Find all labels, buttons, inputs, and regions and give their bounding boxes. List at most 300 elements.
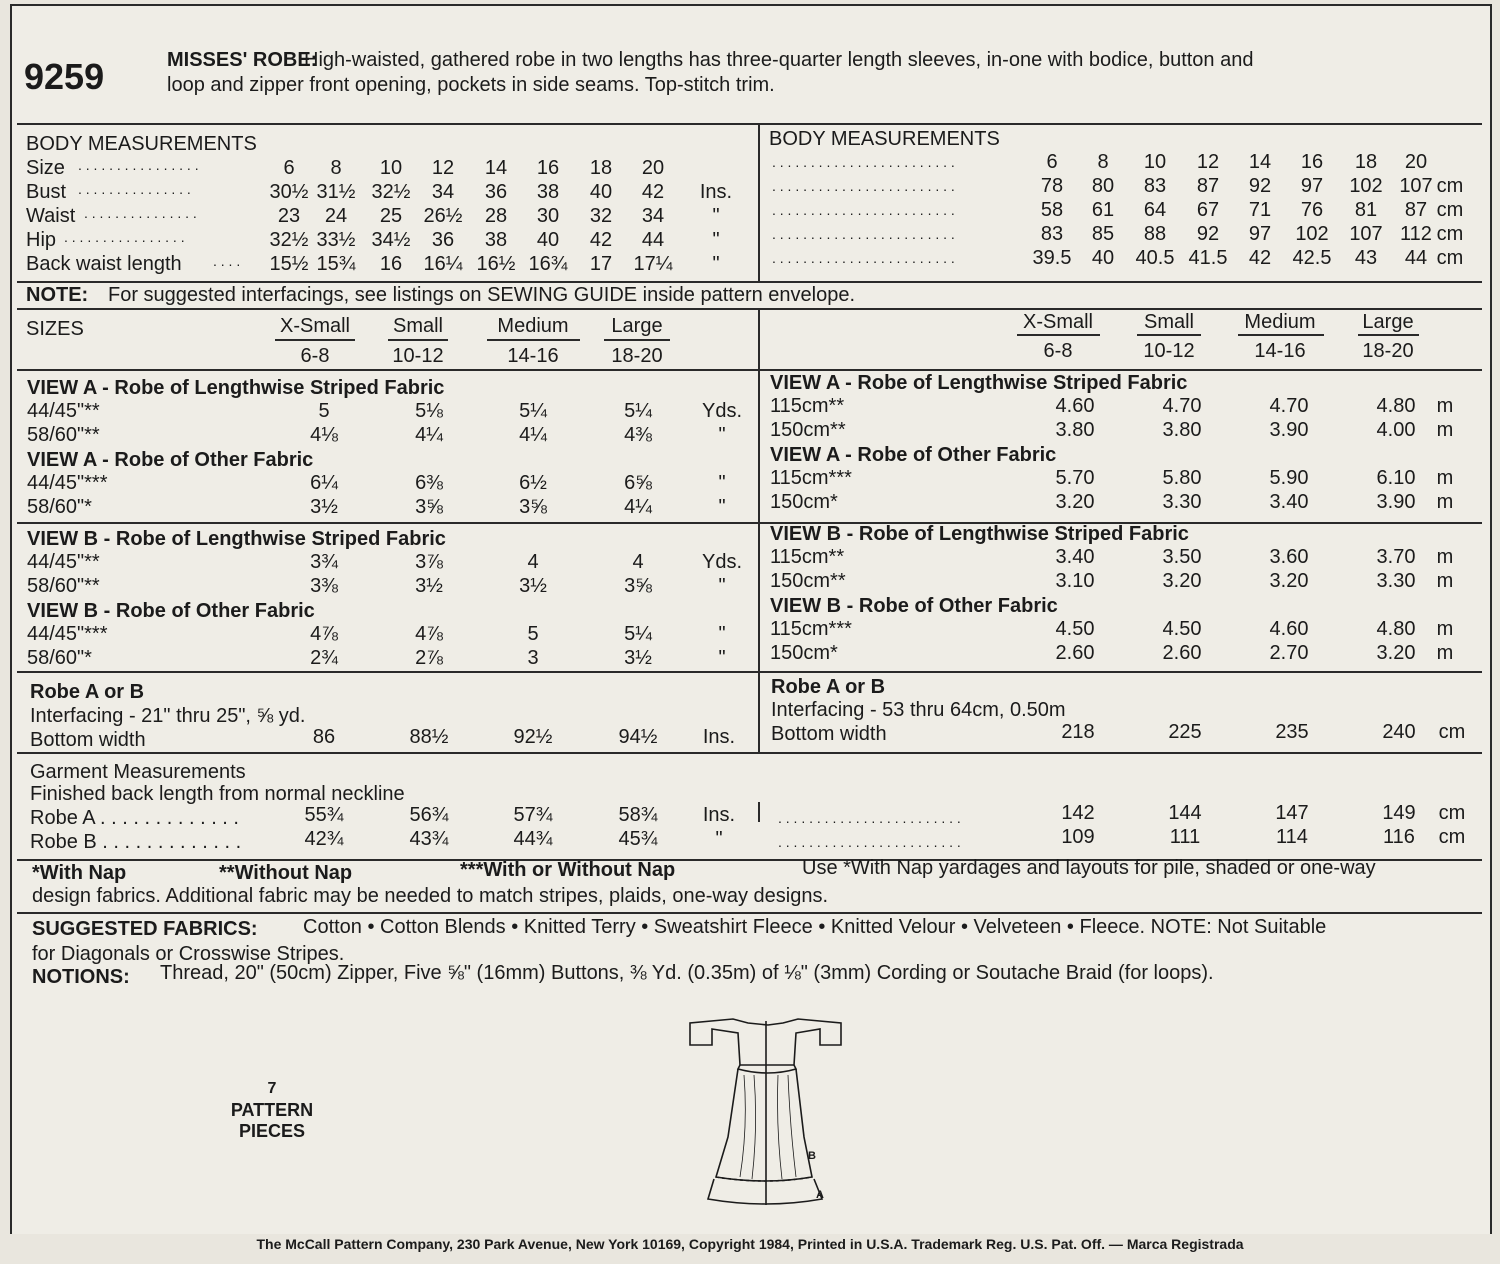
unit-label: " — [718, 575, 726, 597]
bottom-width-label: Bottom width — [30, 729, 146, 751]
unit-label: " — [715, 828, 723, 850]
robe-rule — [17, 752, 1482, 754]
unit-label: cm — [1438, 802, 1466, 824]
yardage-value: 4⅜ — [624, 424, 652, 446]
measurement-value: 42 — [641, 181, 665, 203]
description-line-1: High-waisted, gathered robe in two lengths has three-quarter length sleeves, in-one with bodice, button and — [304, 49, 1254, 71]
robe-illustration — [678, 1017, 858, 1207]
leader-dots: . . . . . . . . . . . . . . . . . . . . . . . . — [778, 834, 961, 850]
measurement-value: 30½ — [269, 181, 309, 203]
size-name: Large — [611, 315, 663, 337]
yardage-value-m: 4.60 — [1269, 618, 1309, 640]
view-a-b-rule — [17, 522, 1482, 524]
bottom-width-value: 86 — [312, 726, 336, 748]
size-range: 14-16 — [507, 345, 559, 367]
measurement-value-cm: 80 — [1091, 175, 1115, 197]
measurement-value: 15¾ — [316, 253, 356, 275]
measurement-value: 34 — [641, 205, 665, 227]
yardage-value-m: 3.20 — [1269, 570, 1309, 592]
measurement-value-cm: 61 — [1091, 199, 1115, 221]
unit-label: Ins. — [702, 726, 736, 748]
measurement-value: 24 — [324, 205, 348, 227]
measurement-value: 33½ — [316, 229, 356, 251]
yardage-value-m: 3.80 — [1162, 419, 1202, 441]
yardage-value-m: 6.10 — [1376, 467, 1416, 489]
fabric-width: 150cm* — [770, 642, 838, 664]
garment-value-cm: 147 — [1275, 802, 1309, 824]
measurement-value: 10 — [379, 157, 403, 179]
measurement-value-cm: 78 — [1040, 175, 1064, 197]
leader-dots: . . . . . . . . . . . . . . . . . . . . . . . . — [772, 202, 955, 218]
fabric-width: 58/60"* — [27, 496, 92, 518]
yardage-value-m: 3.90 — [1376, 491, 1416, 513]
fabric-width: 58/60"** — [27, 575, 100, 597]
unit-label: " — [718, 496, 726, 518]
garment-value: 56¾ — [409, 804, 449, 826]
measurement-value: 17¼ — [633, 253, 673, 275]
yardage-value-m: 3.10 — [1055, 570, 1095, 592]
fabric-width: 150cm* — [770, 491, 838, 513]
yardage-value: 5¼ — [624, 623, 652, 645]
measurement-value: 8 — [330, 157, 342, 179]
garment-value-cm: 109 — [1061, 826, 1095, 848]
measurement-value: 17 — [589, 253, 613, 275]
measurement-value-cm: 14 — [1248, 151, 1272, 173]
suggested-fabrics-label: SUGGESTED FABRICS: — [32, 918, 258, 940]
measurement-label: Back waist length — [26, 253, 182, 275]
fabric-width: 58/60"* — [27, 647, 92, 669]
suggested-fabrics-text: Cotton • Cotton Blends • Knitted Terry • Sweatshirt Fleece • Knitted Velour • Velveteen • Fleece. NOTE: Not Suitable — [303, 916, 1327, 938]
size-name: Medium — [1244, 311, 1316, 333]
yardage-divider — [758, 308, 760, 752]
pattern-number: 9259 — [24, 56, 105, 97]
size-name: X-Small — [279, 315, 350, 337]
size-underline — [388, 339, 448, 341]
yardage-value: 3⅝ — [519, 496, 547, 518]
notions-label: NOTIONS: — [32, 966, 130, 988]
yardage-value-m: 2.70 — [1269, 642, 1309, 664]
yardage-value-m: 3.30 — [1162, 491, 1202, 513]
garment-value: 44¾ — [513, 828, 553, 850]
unit-label: Yds. — [701, 400, 743, 422]
unit-label: cm — [1436, 199, 1464, 221]
note-rule-top — [17, 281, 1482, 283]
note-label: NOTE: — [26, 284, 89, 306]
measurement-value-cm: 16 — [1300, 151, 1324, 173]
fabric-width: 44/45"** — [27, 400, 100, 422]
measurement-value-cm: 83 — [1143, 175, 1167, 197]
unit-label: cm — [1436, 175, 1464, 197]
pattern-piece-count: 7 — [267, 1080, 277, 1097]
unit-label: Ins. — [702, 804, 736, 826]
garment-subheading: Finished back length from normal neckline — [30, 783, 405, 805]
measurement-value-cm: 41.5 — [1188, 247, 1228, 269]
measurement-value-cm: 40.5 — [1135, 247, 1175, 269]
unit-label: Ins. — [699, 181, 733, 203]
measurement-label: Bust — [26, 181, 67, 203]
yardage-value: 5⅛ — [415, 400, 443, 422]
yardage-value-m: 4.50 — [1055, 618, 1095, 640]
measurement-value: 28 — [484, 205, 508, 227]
body-measurements-heading: BODY MEASUREMENTS — [26, 133, 257, 155]
measurement-value: 23 — [277, 205, 301, 227]
yardage-value-m: 3.60 — [1269, 546, 1309, 568]
fabric-width: 44/45"** — [27, 551, 100, 573]
leader-dots: . . . . . . . . . . . . . . . . — [64, 229, 185, 245]
measurement-value-cm: 39.5 — [1032, 247, 1072, 269]
measurement-value-cm: 76 — [1300, 199, 1324, 221]
yardage-value: 3⅝ — [415, 496, 443, 518]
nap-legend-without: **Without Nap — [219, 862, 353, 884]
measurement-value: 44 — [641, 229, 665, 251]
view-title: VIEW B - Robe of Lengthwise Striped Fabric — [770, 523, 1189, 545]
notions-text: Thread, 20" (50cm) Zipper, Five ⅝" (16mm) Buttons, ⅜ Yd. (0.35m) of ⅛" (3mm) Cording or Soutache Braid (for loops). — [160, 962, 1214, 984]
measurement-value-cm: 112 — [1400, 223, 1432, 245]
garment-value-cm: 111 — [1169, 826, 1201, 848]
measurement-value-cm: 20 — [1404, 151, 1428, 173]
yardage-value: 3⅝ — [624, 575, 652, 597]
measurement-value: 36 — [431, 229, 455, 251]
measurement-value: 30 — [536, 205, 560, 227]
nap-rule — [17, 912, 1482, 914]
nap-legend-with: *With Nap — [32, 862, 127, 884]
unit-label: " — [718, 472, 726, 494]
measurement-value-cm: 18 — [1354, 151, 1378, 173]
garment-row-label: Robe A . . . . . . . . . . . . . — [30, 807, 239, 829]
size-range: 18-20 — [611, 345, 663, 367]
measurement-value: 16 — [379, 253, 403, 275]
size-name: Large — [1362, 311, 1414, 333]
measurement-value: 40 — [589, 181, 613, 203]
leader-dots: . . . . . . . . . . . . . . . . . . . . . . . . — [778, 810, 961, 826]
fabric-width: 150cm** — [770, 419, 846, 441]
yardage-value-m: 3.20 — [1376, 642, 1416, 664]
yardage-value: 3½ — [519, 575, 547, 597]
yardage-value: 4¼ — [624, 496, 652, 518]
garment-value: 57¾ — [513, 804, 553, 826]
measurement-value-cm: 92 — [1196, 223, 1220, 245]
view-b-marker: B — [808, 1150, 816, 1162]
bottom-width-value: 88½ — [409, 726, 449, 748]
garment-value: 55¾ — [304, 804, 344, 826]
yardage-value: 5 — [318, 400, 330, 422]
note-rule-bottom — [17, 308, 1482, 310]
measurement-value: 6 — [283, 157, 295, 179]
yardage-value: 4⅞ — [310, 623, 338, 645]
unit-label: " — [712, 205, 720, 227]
measurement-value: 31½ — [316, 181, 356, 203]
yardage-value: 6⅝ — [624, 472, 652, 494]
size-underline — [1238, 334, 1324, 336]
measurement-value-cm: 43 — [1354, 247, 1378, 269]
note-text: For suggested interfacings, see listings on SEWING GUIDE inside pattern envelope. — [108, 284, 856, 306]
measurement-value-cm: 102 — [1349, 175, 1383, 197]
fabric-width: 58/60"** — [27, 424, 100, 446]
sizes-rule — [17, 369, 1482, 371]
yardage-value-m: 3.80 — [1055, 419, 1095, 441]
interfacing-text: Interfacing - 53 thru 64cm, 0.50m — [771, 699, 1066, 721]
unit-label: " — [718, 647, 726, 669]
fabric-width: 115cm** — [770, 546, 845, 568]
yardage-value-m: 4.80 — [1376, 395, 1416, 417]
publisher-footer: The McCall Pattern Company, 230 Park Avenue, New York 10169, Copyright 1984, Printed in U.S.A. Trademark Reg. U.S. Pat. Off. — Marca Registrada — [256, 1236, 1244, 1252]
yardage-value-m: 3.40 — [1269, 491, 1309, 513]
yardage-value: 4¼ — [415, 424, 443, 446]
body-measurements-cm-heading: BODY MEASUREMENTS — [769, 128, 1000, 150]
garment-heading: Garment Measurements — [30, 761, 246, 783]
unit-label: m — [1436, 642, 1454, 664]
measurement-value-cm: 58 — [1040, 199, 1064, 221]
view-title: VIEW B - Robe of Lengthwise Striped Fabric — [27, 528, 446, 550]
yardage-value: 4 — [527, 551, 539, 573]
measurement-value: 16¾ — [528, 253, 568, 275]
garment-value: 43¾ — [409, 828, 449, 850]
fabric-width: 150cm** — [770, 570, 846, 592]
fabric-width: 115cm*** — [770, 618, 852, 640]
garment-value: 58¾ — [618, 804, 658, 826]
measurement-value-cm: 107 — [1399, 175, 1433, 197]
leader-dots: . . . . . . . . . . . . . . . — [78, 181, 191, 197]
measurement-value: 32½ — [371, 181, 411, 203]
yardage-value: 6¼ — [310, 472, 338, 494]
measurement-value: 12 — [431, 157, 455, 179]
size-range: 14-16 — [1254, 340, 1306, 362]
robe-title: Robe A or B — [771, 676, 886, 698]
pattern-title: MISSES' ROBE: — [167, 49, 318, 71]
leader-dots: . . . . . . . . . . . . . . . . . . . . . . . . — [772, 226, 955, 242]
measurement-value-cm: 67 — [1196, 199, 1220, 221]
yardage-value: 3¾ — [310, 551, 338, 573]
size-name: X-Small — [1022, 311, 1093, 333]
fabric-width: 115cm** — [770, 395, 845, 417]
yardage-value: 3⅞ — [415, 551, 443, 573]
yardage-value: 2¾ — [310, 647, 338, 669]
pattern-pieces-label: PATTERN — [230, 1100, 314, 1120]
unit-label: m — [1436, 570, 1454, 592]
measurement-value: 16½ — [476, 253, 516, 275]
size-name: Small — [392, 315, 443, 337]
description-line-2: loop and zipper front opening, pockets in side seams. Top-stitch trim. — [167, 74, 775, 96]
yardage-value: 3½ — [310, 496, 338, 518]
view-a-marker: A — [816, 1189, 824, 1201]
unit-label: cm — [1438, 721, 1466, 743]
yardage-value-m: 5.80 — [1162, 467, 1202, 489]
bottom-width-value: 92½ — [513, 726, 553, 748]
unit-label: Yds. — [701, 551, 743, 573]
measurement-value-cm: 64 — [1143, 199, 1167, 221]
unit-label: m — [1436, 419, 1454, 441]
size-name: Medium — [497, 315, 569, 337]
unit-label: " — [718, 424, 726, 446]
unit-label: " — [712, 229, 720, 251]
garment-value-cm: 144 — [1168, 802, 1202, 824]
garment-row-label: Robe B . . . . . . . . . . . . . — [30, 831, 242, 853]
yardage-value-m: 3.90 — [1269, 419, 1309, 441]
measurement-value-cm: 107 — [1349, 223, 1383, 245]
yardage-value: 6½ — [519, 472, 547, 494]
yardage-value: 3⅜ — [310, 575, 338, 597]
fabric-width: 44/45"*** — [27, 623, 108, 645]
size-underline — [1137, 334, 1201, 336]
size-range: 10-12 — [392, 345, 444, 367]
bottom-width-value-cm: 235 — [1275, 721, 1309, 743]
measurement-value: 34 — [431, 181, 455, 203]
measurement-value: 25 — [379, 205, 403, 227]
yardage-value: 3 — [527, 647, 539, 669]
leader-dots: . . . . . . . . . . . . . . . — [84, 205, 197, 221]
yardage-value-m: 2.60 — [1055, 642, 1095, 664]
size-underline — [275, 339, 355, 341]
yardage-value-m: 3.70 — [1376, 546, 1416, 568]
measurement-value-cm: 71 — [1248, 199, 1272, 221]
measurement-value-cm: 6 — [1046, 151, 1058, 173]
yardage-value-m: 4.70 — [1269, 395, 1309, 417]
suggested-fabrics-text-2: for Diagonals or Crosswise Stripes. — [32, 943, 345, 965]
pattern-pieces-label: PIECES — [238, 1121, 306, 1141]
body-divider — [758, 123, 760, 281]
interfacing-text: Interfacing - 21" thru 25", ⅝ yd. — [30, 705, 306, 727]
yardage-value: 5¼ — [519, 400, 547, 422]
measurement-value-cm: 85 — [1091, 223, 1115, 245]
yardage-value-m: 3.20 — [1162, 570, 1202, 592]
measurement-value-cm: 8 — [1097, 151, 1109, 173]
leader-dots: . . . . . . . . . . . . . . . . . . . . . . . . — [772, 250, 955, 266]
yardage-value: 4 — [632, 551, 644, 573]
measurement-value-cm: 83 — [1040, 223, 1064, 245]
yardage-value-m: 3.40 — [1055, 546, 1095, 568]
fabric-width: 115cm*** — [770, 467, 852, 489]
bottom-width-label: Bottom width — [771, 723, 887, 745]
measurement-value-cm: 42 — [1248, 247, 1272, 269]
measurement-value-cm: 10 — [1143, 151, 1167, 173]
unit-label: m — [1436, 618, 1454, 640]
header-rule — [17, 123, 1482, 125]
size-range: 6-8 — [1043, 340, 1073, 362]
measurement-value-cm: 102 — [1295, 223, 1329, 245]
unit-label: cm — [1436, 247, 1464, 269]
measurement-value: 36 — [484, 181, 508, 203]
yardage-value-m: 4.80 — [1376, 618, 1416, 640]
measurement-value-cm: 44 — [1404, 247, 1428, 269]
unit-label: m — [1436, 546, 1454, 568]
size-underline — [1017, 334, 1100, 336]
leader-dots: . . . . — [213, 253, 241, 269]
measurement-value-cm: 81 — [1354, 199, 1378, 221]
size-range: 6-8 — [300, 345, 330, 367]
yardage-value: 5 — [527, 623, 539, 645]
yardage-value-m: 3.30 — [1376, 570, 1416, 592]
pattern-envelope-back — [10, 4, 1492, 1234]
leader-dots: . . . . . . . . . . . . . . . . . . . . . . . . — [772, 178, 955, 194]
garment-value-cm: 114 — [1276, 826, 1308, 848]
unit-label: " — [718, 623, 726, 645]
nap-legend-either: ***With or Without Nap — [460, 859, 676, 881]
yardage-value-m: 4.70 — [1162, 395, 1202, 417]
measurement-value-cm: 12 — [1196, 151, 1220, 173]
unit-label: cm — [1436, 223, 1464, 245]
view-title: VIEW A - Robe of Other Fabric — [27, 449, 314, 471]
leader-dots: . . . . . . . . . . . . . . . . — [78, 157, 199, 173]
unit-label: m — [1436, 467, 1454, 489]
garment-value-cm: 142 — [1061, 802, 1095, 824]
measurement-value: 42 — [589, 229, 613, 251]
leader-dots: . . . . . . . . . . . . . . . . . . . . . . . . — [772, 154, 955, 170]
measurement-value-cm: 92 — [1248, 175, 1272, 197]
garment-value: 42¾ — [304, 828, 344, 850]
sizes-label: SIZES — [26, 318, 84, 340]
nap-usage-text-2: design fabrics. Additional fabric may be needed to match stripes, plaids, one-way designs. — [32, 885, 828, 907]
yardage-value: 4⅛ — [310, 424, 338, 446]
unit-label: " — [712, 253, 720, 275]
nap-usage-text: Use *With Nap yardages and layouts for pile, shaded or one-way — [802, 857, 1376, 879]
measurement-value: 15½ — [269, 253, 309, 275]
measurement-value: 14 — [484, 157, 508, 179]
robe-title: Robe A or B — [30, 681, 145, 703]
measurement-value-cm: 87 — [1196, 175, 1220, 197]
bottom-width-value: 94½ — [618, 726, 658, 748]
measurement-value-cm: 97 — [1300, 175, 1324, 197]
size-underline — [487, 339, 580, 341]
garment-value-cm: 116 — [1383, 826, 1415, 848]
yardage-value-m: 3.20 — [1055, 491, 1095, 513]
measurement-label: Waist — [26, 205, 76, 227]
yardage-rule — [17, 671, 1482, 673]
unit-label: m — [1436, 395, 1454, 417]
view-title: VIEW B - Robe of Other Fabric — [27, 600, 315, 622]
bottom-width-value-cm: 240 — [1382, 721, 1416, 743]
garment-tick — [758, 802, 760, 822]
view-title: VIEW B - Robe of Other Fabric — [770, 595, 1058, 617]
view-title: VIEW A - Robe of Lengthwise Striped Fabric — [770, 372, 1188, 394]
view-title: VIEW A - Robe of Other Fabric — [770, 444, 1057, 466]
unit-label: cm — [1438, 826, 1466, 848]
measurement-value: 32 — [589, 205, 613, 227]
size-underline — [1358, 334, 1419, 336]
size-range: 10-12 — [1143, 340, 1195, 362]
yardage-value-m: 4.50 — [1162, 618, 1202, 640]
yardage-value: 2⅞ — [415, 647, 443, 669]
measurement-label: Size — [26, 157, 65, 179]
garment-value: 45¾ — [618, 828, 658, 850]
bottom-width-value-cm: 225 — [1168, 721, 1202, 743]
yardage-value-m: 5.70 — [1055, 467, 1095, 489]
fabric-width: 44/45"*** — [27, 472, 108, 494]
yardage-value: 3½ — [415, 575, 443, 597]
measurement-value: 20 — [641, 157, 665, 179]
measurement-value: 32½ — [269, 229, 309, 251]
bottom-width-value-cm: 218 — [1061, 721, 1095, 743]
yardage-value-m: 5.90 — [1269, 467, 1309, 489]
garment-value-cm: 149 — [1382, 802, 1416, 824]
measurement-value: 26½ — [423, 205, 463, 227]
yardage-value-m: 4.00 — [1376, 419, 1416, 441]
measurement-value: 34½ — [371, 229, 411, 251]
unit-label: m — [1436, 491, 1454, 513]
yardage-value: 3½ — [624, 647, 652, 669]
view-title: VIEW A - Robe of Lengthwise Striped Fabric — [27, 377, 445, 399]
measurement-value: 40 — [536, 229, 560, 251]
measurement-value-cm: 87 — [1404, 199, 1428, 221]
measurement-value-cm: 97 — [1248, 223, 1272, 245]
yardage-value-m: 2.60 — [1162, 642, 1202, 664]
measurement-value-cm: 88 — [1143, 223, 1167, 245]
measurement-value: 38 — [484, 229, 508, 251]
size-name: Small — [1143, 311, 1194, 333]
measurement-label: Hip — [26, 229, 57, 251]
yardage-value: 6⅜ — [415, 472, 443, 494]
measurement-value: 18 — [589, 157, 613, 179]
yardage-value-m: 4.60 — [1055, 395, 1095, 417]
